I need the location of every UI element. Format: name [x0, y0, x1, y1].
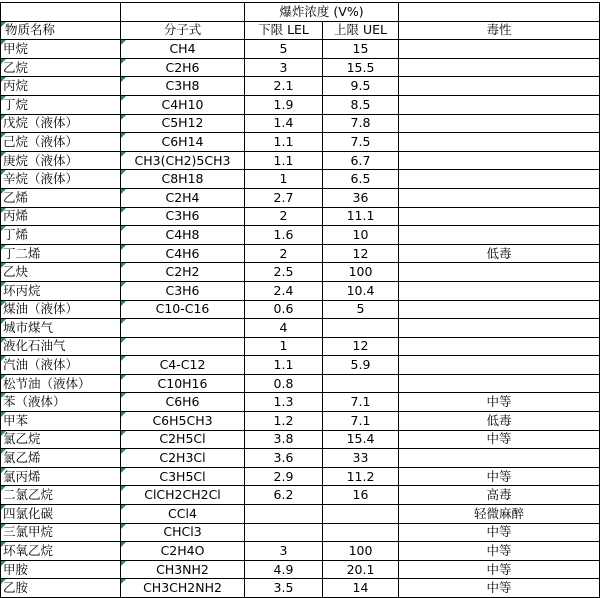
lel-cell: 0.8 — [245, 374, 323, 393]
substance-name-cell: 环丙烷 — [1, 281, 121, 300]
lel-cell — [245, 523, 323, 542]
toxicity-cell — [399, 151, 600, 170]
substance-name-cell: 氯乙烷 — [1, 430, 121, 449]
uel-cell: 7.1 — [323, 412, 399, 431]
table-row — [1, 430, 600, 449]
table-row — [1, 393, 600, 412]
lel-cell: 4.9 — [245, 560, 323, 579]
substance-name-cell: 氯丙烯 — [1, 467, 121, 486]
uel-cell: 5.9 — [323, 356, 399, 375]
uel-cell: 33 — [323, 449, 399, 468]
substance-name-cell: 丁烷 — [1, 95, 121, 114]
substance-name-cell: 汽油（液体） — [1, 356, 121, 375]
toxicity-cell — [399, 263, 600, 282]
lel-cell: 2.9 — [245, 467, 323, 486]
table-row — [1, 523, 600, 542]
formula-cell: C6H14 — [121, 133, 245, 152]
table-row — [1, 95, 600, 114]
substance-name-cell: 丁二烯 — [1, 244, 121, 263]
table-row — [1, 505, 600, 524]
formula-cell — [121, 319, 245, 338]
column-header-formula: 分子式 — [121, 21, 245, 40]
toxicity-cell — [399, 114, 600, 133]
lel-cell: 3.8 — [245, 430, 323, 449]
formula-cell: C2H4O — [121, 542, 245, 561]
substance-name-cell: 环氧乙烷 — [1, 542, 121, 561]
substance-name-cell: 庚烷（液体） — [1, 151, 121, 170]
uel-cell: 10 — [323, 226, 399, 245]
lel-cell: 4 — [245, 319, 323, 338]
formula-cell: CHCl3 — [121, 523, 245, 542]
table-row — [1, 58, 600, 77]
header-blank-cell — [121, 3, 245, 22]
group-title-explosion-concentration: 爆炸浓度 (V%) — [245, 3, 399, 22]
substance-name-cell: 甲胺 — [1, 560, 121, 579]
uel-cell: 12 — [323, 244, 399, 263]
lel-cell: 3.6 — [245, 449, 323, 468]
lel-cell: 2 — [245, 207, 323, 226]
formula-cell: C2H2 — [121, 263, 245, 282]
toxicity-cell — [399, 300, 600, 319]
formula-cell: C6H6 — [121, 393, 245, 412]
formula-cell: CH3NH2 — [121, 560, 245, 579]
toxicity-cell — [399, 95, 600, 114]
toxicity-cell: 中等 — [399, 467, 600, 486]
formula-cell: C2H5Cl — [121, 430, 245, 449]
toxicity-cell — [399, 188, 600, 207]
formula-cell: C3H6 — [121, 281, 245, 300]
table-row — [1, 560, 600, 579]
toxicity-cell — [399, 226, 600, 245]
uel-cell: 11.2 — [323, 467, 399, 486]
uel-cell: 6.7 — [323, 151, 399, 170]
table-row — [1, 356, 600, 375]
uel-cell: 36 — [323, 188, 399, 207]
uel-cell: 10.4 — [323, 281, 399, 300]
uel-cell: 12 — [323, 337, 399, 356]
lel-cell — [245, 505, 323, 524]
table-row — [1, 337, 600, 356]
table-row — [1, 40, 600, 59]
lel-cell: 3.5 — [245, 579, 323, 598]
substance-name-cell: 松节油（液体） — [1, 374, 121, 393]
uel-cell: 8.5 — [323, 95, 399, 114]
uel-cell — [323, 523, 399, 542]
lel-cell: 5 — [245, 40, 323, 59]
column-header-toxicity: 毒性 — [399, 21, 600, 40]
uel-cell: 15 — [323, 40, 399, 59]
uel-cell: 7.5 — [323, 133, 399, 152]
toxicity-cell: 高毒 — [399, 486, 600, 505]
table-row — [1, 281, 600, 300]
substance-name-cell: 乙炔 — [1, 263, 121, 282]
table-row — [1, 263, 600, 282]
toxicity-cell — [399, 170, 600, 189]
formula-cell: C2H4 — [121, 188, 245, 207]
substance-name-cell: 甲烷 — [1, 40, 121, 59]
substance-name-cell: 乙烷 — [1, 58, 121, 77]
substance-name-cell: 四氯化碳 — [1, 505, 121, 524]
explosion-limits-table — [0, 2, 600, 598]
uel-cell: 11.1 — [323, 207, 399, 226]
uel-cell: 16 — [323, 486, 399, 505]
lel-cell: 1.6 — [245, 226, 323, 245]
substance-name-cell: 己烷（液体） — [1, 133, 121, 152]
uel-cell: 14 — [323, 579, 399, 598]
formula-cell: C4H10 — [121, 95, 245, 114]
toxicity-cell: 中等 — [399, 579, 600, 598]
toxicity-cell — [399, 207, 600, 226]
table-row — [1, 244, 600, 263]
table-row — [1, 467, 600, 486]
toxicity-cell — [399, 40, 600, 59]
lel-cell: 1.3 — [245, 393, 323, 412]
formula-cell: CH3CH2NH2 — [121, 579, 245, 598]
lel-cell: 0.6 — [245, 300, 323, 319]
formula-cell: C3H8 — [121, 77, 245, 96]
toxicity-cell — [399, 449, 600, 468]
substance-name-cell: 氯乙烯 — [1, 449, 121, 468]
formula-cell: CCl4 — [121, 505, 245, 524]
toxicity-cell: 低毒 — [399, 244, 600, 263]
toxicity-cell: 中等 — [399, 560, 600, 579]
table-row — [1, 486, 600, 505]
toxicity-cell — [399, 281, 600, 300]
toxicity-cell: 中等 — [399, 523, 600, 542]
formula-cell: C4H6 — [121, 244, 245, 263]
lel-cell: 1.4 — [245, 114, 323, 133]
substance-name-cell: 戊烷（液体） — [1, 114, 121, 133]
uel-cell: 7.8 — [323, 114, 399, 133]
table-row — [1, 449, 600, 468]
toxicity-cell — [399, 356, 600, 375]
uel-cell: 100 — [323, 263, 399, 282]
lel-cell: 2.5 — [245, 263, 323, 282]
header-row-2 — [1, 21, 600, 40]
lel-cell: 1.1 — [245, 133, 323, 152]
formula-cell: C10-C16 — [121, 300, 245, 319]
lel-cell: 3 — [245, 58, 323, 77]
table-row — [1, 374, 600, 393]
uel-cell: 6.5 — [323, 170, 399, 189]
table-row — [1, 412, 600, 431]
substance-name-cell: 城市煤气 — [1, 319, 121, 338]
uel-cell: 15.5 — [323, 58, 399, 77]
lel-cell: 3 — [245, 542, 323, 561]
formula-cell: C3H6 — [121, 207, 245, 226]
substance-name-cell: 辛烷（液体） — [1, 170, 121, 189]
substance-name-cell: 乙胺 — [1, 579, 121, 598]
formula-cell: C2H6 — [121, 58, 245, 77]
lel-cell: 1.1 — [245, 356, 323, 375]
substance-name-cell: 乙烯 — [1, 188, 121, 207]
table-row — [1, 542, 600, 561]
table-row — [1, 170, 600, 189]
toxicity-cell — [399, 374, 600, 393]
toxicity-cell: 轻微麻醉 — [399, 505, 600, 524]
toxicity-cell: 低毒 — [399, 412, 600, 431]
toxicity-cell — [399, 319, 600, 338]
uel-cell: 5 — [323, 300, 399, 319]
table-row — [1, 133, 600, 152]
toxicity-cell — [399, 133, 600, 152]
formula-cell: C4H8 — [121, 226, 245, 245]
formula-cell: C2H3Cl — [121, 449, 245, 468]
formula-cell: C8H18 — [121, 170, 245, 189]
formula-cell: C5H12 — [121, 114, 245, 133]
column-header-uel: 上限 UEL — [323, 21, 399, 40]
formula-cell: CH4 — [121, 40, 245, 59]
toxicity-cell — [399, 58, 600, 77]
uel-cell: 15.4 — [323, 430, 399, 449]
uel-cell — [323, 374, 399, 393]
lel-cell: 2.7 — [245, 188, 323, 207]
formula-cell: C4-C12 — [121, 356, 245, 375]
uel-cell — [323, 505, 399, 524]
header-blank-cell — [399, 3, 600, 22]
lel-cell: 1 — [245, 170, 323, 189]
uel-cell: 7.1 — [323, 393, 399, 412]
lel-cell: 1.1 — [245, 151, 323, 170]
toxicity-cell: 中等 — [399, 430, 600, 449]
substance-name-cell: 三氯甲烷 — [1, 523, 121, 542]
table-row — [1, 114, 600, 133]
toxicity-cell: 中等 — [399, 542, 600, 561]
table-row — [1, 77, 600, 96]
formula-cell — [121, 337, 245, 356]
table-body — [1, 3, 600, 598]
toxicity-cell — [399, 77, 600, 96]
substance-name-cell: 二氯乙烷 — [1, 486, 121, 505]
formula-cell: C3H5Cl — [121, 467, 245, 486]
uel-cell: 20.1 — [323, 560, 399, 579]
table-row — [1, 151, 600, 170]
column-header-lel: 下限 LEL — [245, 21, 323, 40]
lel-cell: 1 — [245, 337, 323, 356]
header-blank-cell — [1, 3, 121, 22]
table-row — [1, 207, 600, 226]
substance-name-cell: 丁烯 — [1, 226, 121, 245]
lel-cell: 2.1 — [245, 77, 323, 96]
substance-name-cell: 苯（液体） — [1, 393, 121, 412]
substance-name-cell: 丙烷 — [1, 77, 121, 96]
table-row — [1, 300, 600, 319]
table-row — [1, 319, 600, 338]
lel-cell: 1.2 — [245, 412, 323, 431]
lel-cell: 2 — [245, 244, 323, 263]
formula-cell: ClCH2CH2Cl — [121, 486, 245, 505]
formula-cell: C6H5CH3 — [121, 412, 245, 431]
table-row — [1, 226, 600, 245]
lel-cell: 2.4 — [245, 281, 323, 300]
substance-name-cell: 丙烯 — [1, 207, 121, 226]
toxicity-cell: 中等 — [399, 393, 600, 412]
formula-cell: CH3(CH2)5CH3 — [121, 151, 245, 170]
uel-cell: 100 — [323, 542, 399, 561]
table-row — [1, 188, 600, 207]
toxicity-cell — [399, 337, 600, 356]
substance-name-cell: 甲苯 — [1, 412, 121, 431]
substance-name-cell: 煤油（液体） — [1, 300, 121, 319]
column-header-name: 物质名称 — [1, 21, 121, 40]
table-row — [1, 579, 600, 598]
header-row-1 — [1, 3, 600, 22]
formula-cell: C10H16 — [121, 374, 245, 393]
uel-cell: 9.5 — [323, 77, 399, 96]
lel-cell: 1.9 — [245, 95, 323, 114]
uel-cell — [323, 319, 399, 338]
lel-cell: 6.2 — [245, 486, 323, 505]
substance-name-cell: 液化石油气 — [1, 337, 121, 356]
